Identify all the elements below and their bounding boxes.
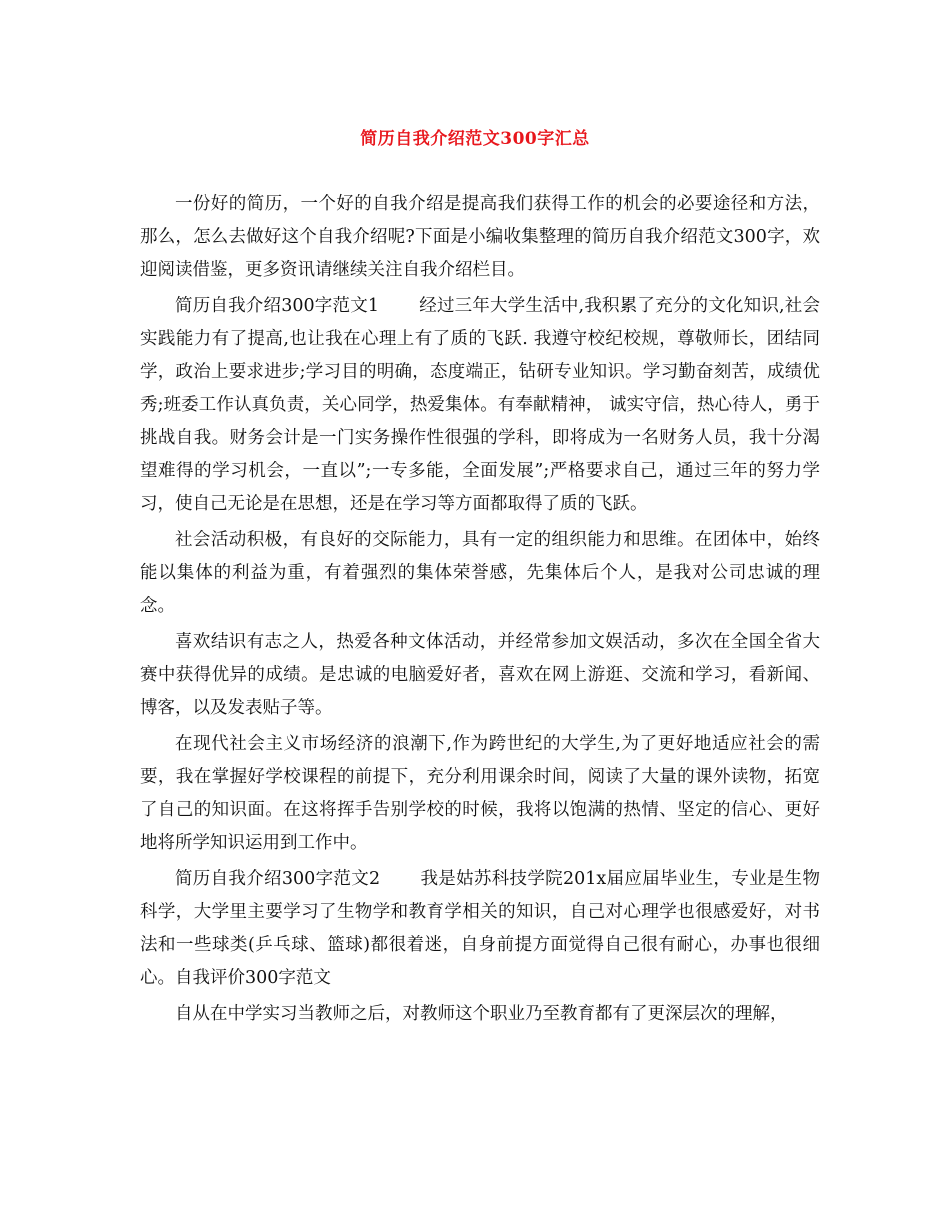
paragraph-sample-1	[140, 290, 820, 521]
document-title: 简历自我介绍范文300字汇总	[360, 129, 590, 149]
sample-2-label: 简历自我介绍300字范文2	[175, 869, 381, 889]
paragraph-hobbies: 喜欢结识有志之人，热爱各种文体活动，并经常参加文娱活动，多次在全国全省大赛中获得优异的成绩。是忠诚的电脑爱好者，喜欢在网上游逛、交流和学习，看新闻、博客，以及发表贴子等。	[140, 632, 820, 718]
paragraph-market-economy: 在现代社会主义市场经济的浪潮下,作为跨世纪的大学生,为了更好地适应社会的需要，我在掌握好学校课程的前提下，充分利用课余时间，阅读了大量的课外读物，拓宽了自己的知识面。在这将挥手告别学校的时候，我将以饱满的热情、坚定的信心、更好地将所学知识运用到工作中。	[140, 734, 820, 853]
sample-1-label: 简历自我介绍300字范文1	[175, 296, 380, 316]
paragraph-intro: 一份好的简历，一个好的自我介绍是提高我们获得工作的机会的必要途径和方法，那么，怎么去做好这个自我介绍呢?下面是小编收集整理的简历自我介绍范文300字，欢迎阅读借鉴，更多资讯请继续关注自我介绍栏目。	[140, 194, 820, 280]
sample-1-text: 经过三年大学生活中,我积累了充分的文化知识,社会实践能力有了提高,也让我在心理上有了质的飞跃. 我遵守校纪校规，尊敬师长，团结同学，政治上要求进步;学习目的明确，态度端正，钻研专业知识。学习勤奋刻苦，成绩优秀;班委工作认真负责，关心同学，热爱集体。有奉献精神， 诚实守信，热心待人，勇于挑战自我。财务会计是一门实务操作性很强的学科，即将成为一名财务人员，我十分渴望难得的学习机会，一直以”;一专多能，全面发展”;严格要求自己，通过三年的努力学习，使自己无论是在思想，还是在学习等方面都取得了质的飞跃。	[140, 296, 820, 514]
document-body	[140, 188, 820, 1031]
paragraph-teaching: 自从在中学实习当教师之后，对教师这个职业乃至教育都有了更深层次的理解，	[175, 1004, 788, 1024]
sample-2-text: 我是姑苏科技学院201x届应届毕业生，专业是生物科学，大学里主要学习了生物学和教育学相关的知识，自己对心理学也很感爱好，对书法和一些球类(乒乓球、篮球)都很着迷，自身前提方面觉得自己很有耐心，办事也很细心。自我评价300字范文	[140, 869, 820, 988]
paragraph-sample-2	[140, 863, 820, 995]
paragraph-social-activities: 社会活动积极，有良好的交际能力，具有一定的组织能力和思维。在团体中，始终能以集体的利益为重，有着强烈的集体荣誉感，先集体后个人，是我对公司忠诚的理念。	[140, 530, 820, 616]
